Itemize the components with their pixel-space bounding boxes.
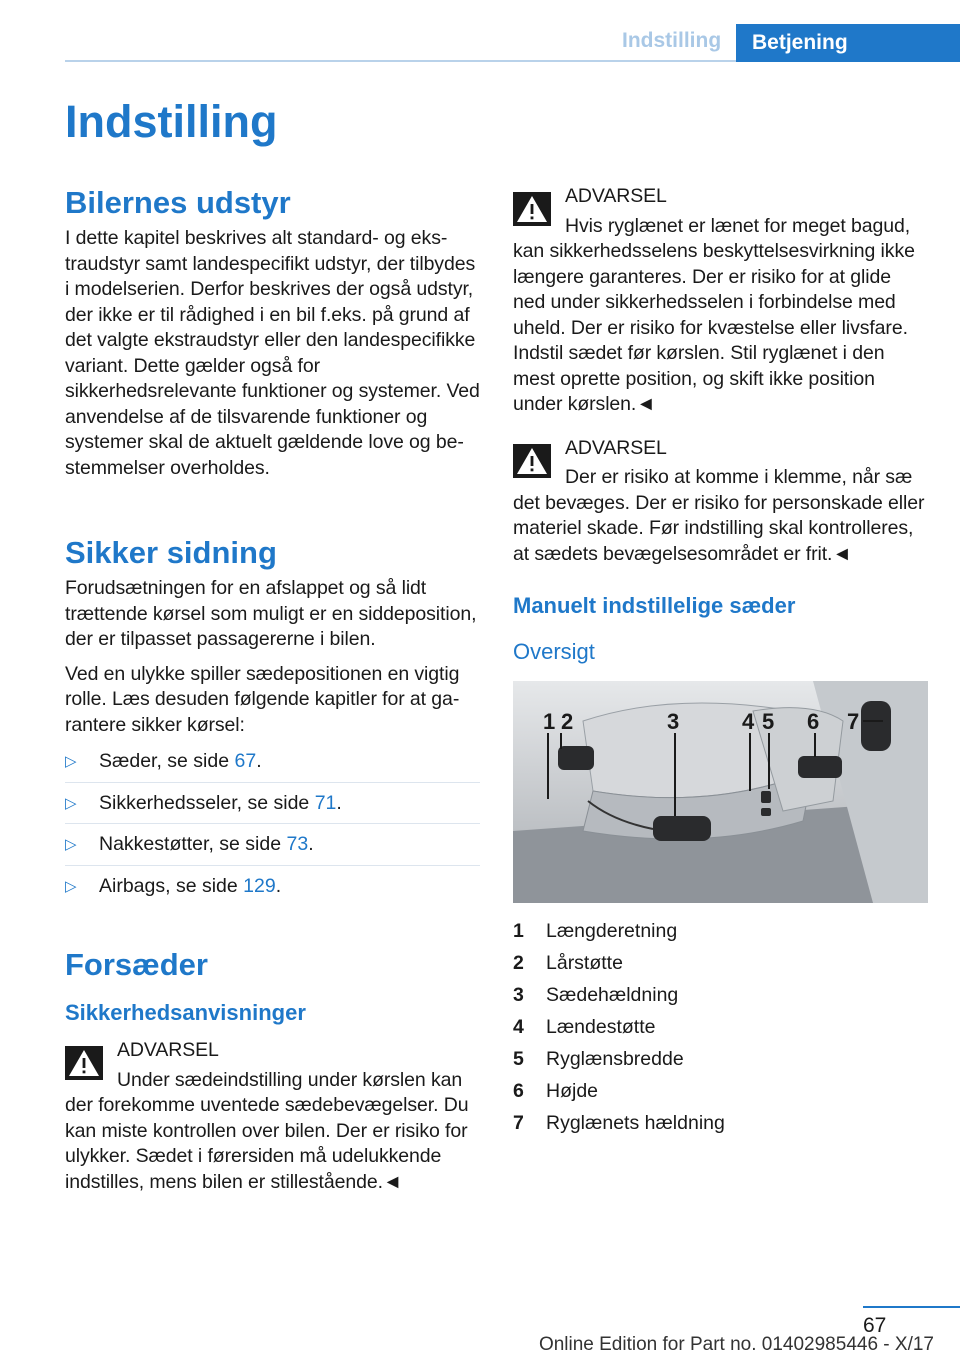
legend-item: 6 Højde — [513, 1080, 599, 1102]
warning-title: ADVARSEL — [117, 1039, 219, 1061]
list-item: ▷ Sikkerhedsseler, se side 71. — [65, 789, 480, 825]
legend-item: 4 Lændestøtte — [513, 1016, 656, 1038]
section-title-forsaeder: Forsæder — [65, 947, 208, 982]
bullet-triangle-icon: ▷ — [65, 836, 77, 853]
legend-item: 1 Længderetning — [513, 920, 678, 942]
figure-label: 4 — [742, 709, 755, 734]
warning-text: det bevæges. Der er risiko for personskade eller materiel skade. Før indstilling skal kontrolleres, at sædets bevægelsesområdet er frit.◄ — [513, 491, 925, 565]
bullet-triangle-icon: ▷ — [65, 877, 77, 895]
seat-controls-figure — [513, 681, 928, 903]
figure-label: 7 — [847, 709, 860, 734]
warning-title: ADVARSEL — [565, 185, 667, 207]
bullet-triangle-icon: ▷ — [65, 753, 77, 770]
warning-text: der forekomme uventede sædebevægelser. Du kan miste kontrollen over bilen. Der er risiko for ulykker. Sædet i førersiden må udelukkende indstilles, mens bilen er stillestående.◄ — [65, 1094, 469, 1193]
bullet-triangle-icon: ▷ — [65, 794, 77, 812]
warning-triangle-icon — [513, 444, 551, 478]
warning-text-first: Hvis ryglænet er lænet for meget bagud, — [565, 214, 911, 237]
figure-legend — [513, 915, 928, 1139]
footer-edition: Online Edition for Part no. 01402985446 - X/17 — [538, 1334, 934, 1355]
seat-illustration — [513, 681, 928, 903]
section-title-bilernes-udstyr: Bilernes udstyr — [65, 185, 291, 220]
footer-rule — [863, 1306, 960, 1308]
warning-text-first: Der er risiko at komme i klemme, når sæ — [565, 466, 913, 488]
section-title-sikker-sidning: Sikker sidning — [65, 535, 277, 570]
legend-item: 5 Ryglænsbredde — [513, 1048, 684, 1070]
legend-item: 3 Sædehældning — [513, 984, 679, 1006]
warning-text: kan sikkerhedsselens beskyttelsesvirkning ikke længere garanteres. Der er risiko for at glide ned under sikkerhedsselen i forbindelse med uheld. Der er risiko for kvæstelse eller livsfare. Indstil sædet før kørslen. Stil ryglænet i den mest oprette position, og skift ikke position under kørslen.◄ — [513, 240, 915, 415]
page-link[interactable]: 71 — [314, 791, 337, 814]
page-link[interactable]: 73 — [286, 833, 309, 855]
page-link[interactable]: 129 — [243, 874, 276, 897]
warning-triangle-icon — [65, 1046, 103, 1080]
warning-box-1 — [65, 1038, 480, 1195]
right-column — [513, 184, 928, 1139]
subsection-title-manuelt: Manuelt indstillelige sæder — [513, 593, 796, 618]
subsection-title-sikkerhed: Sikkerhedsanvisninger — [65, 1000, 306, 1025]
warning-title: ADVARSEL — [565, 436, 667, 459]
list-item: ▷ Sæder, se side 67. — [65, 747, 480, 783]
left-column — [65, 184, 480, 1213]
figure-label: 5 — [762, 709, 775, 734]
figure-label: 3 — [667, 709, 680, 734]
chapter-title: Indstilling — [65, 96, 278, 147]
list-item: ▷ Nakkestøtter, se side 73. — [65, 830, 480, 866]
paragraph-sidning-2: Ved en ulykke spiller sædepositionen en vigtig rolle. Læs desuden følgende kapitler for at garantere sikker kørsel: — [65, 662, 460, 736]
warning-box-2 — [513, 184, 928, 418]
figure-label: 2 — [561, 709, 574, 734]
list-item: ▷ Airbags, se side 129. — [65, 872, 480, 907]
header-tab-section[interactable]: Indstilling — [622, 29, 722, 52]
paragraph-udstyr: I dette kapitel beskrives alt standard- og ekstraudstyr samt landespecifikt udstyr, der tilbydes i modelserien. Derfor beskrives der også udstyr, der ikke er til rådighed i en bil f.eks. på grund af det valgte ekstraudstyr eller den landespecifikke variant. Dette gælder også for sikkerhedsrelevante funktioner og systemer. Ved anvendelse af de tilsvarende funktioner og systemer skal de aktuelt gældende love og bestemmelser overholdes. — [65, 227, 480, 479]
subsubsection-title-oversigt: Oversigt — [513, 639, 595, 664]
warning-text-first: Under sædeindstilling under kørslen kan — [117, 1068, 463, 1091]
warning-triangle-icon — [513, 192, 551, 226]
figure-label: 1 — [543, 709, 556, 734]
figure-label: 6 — [807, 709, 820, 734]
header-tab-chapter[interactable]: Betjening — [736, 24, 960, 62]
page-link[interactable]: 67 — [234, 750, 257, 772]
paragraph-sidning-1: Forudsætningen for en afslappet og så lidt trættende kørsel som muligt er en siddeposition, der er tilpasset passagererne i bilen. — [65, 577, 477, 650]
warning-box-3 — [513, 436, 928, 568]
page-number: 67 — [863, 1314, 887, 1337]
legend-item: 2 Lårstøtte — [513, 952, 623, 974]
chapter-reference-list — [65, 747, 480, 906]
legend-item: 7 Ryglænets hældning — [513, 1112, 725, 1134]
